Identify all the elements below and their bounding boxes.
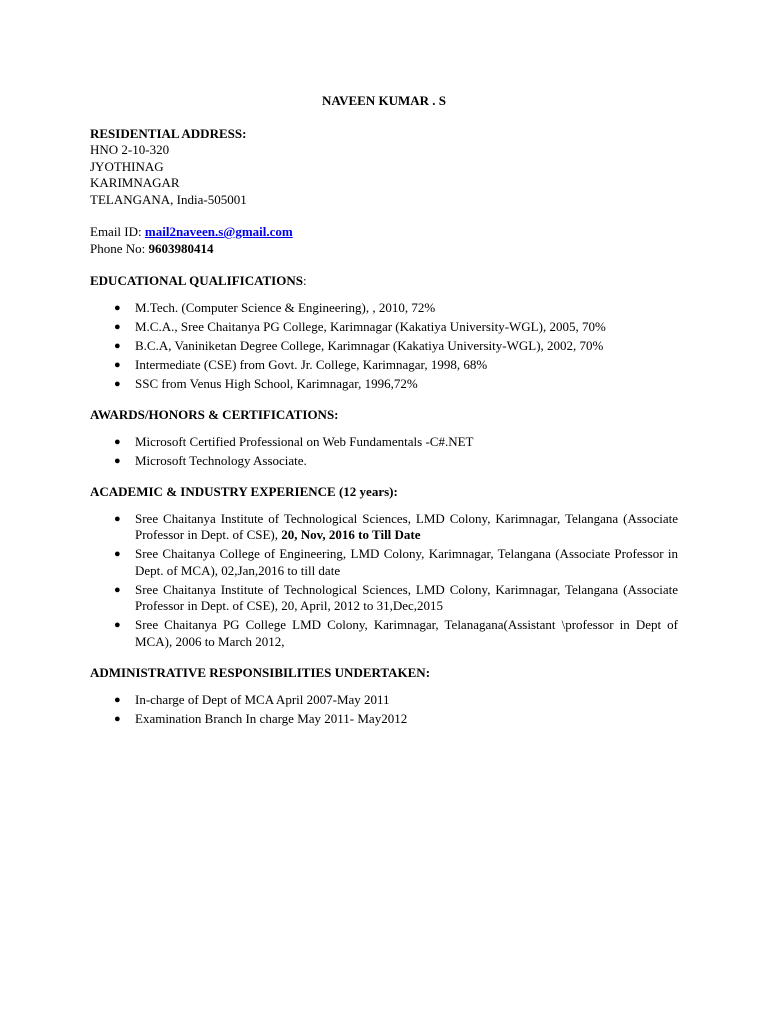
list-item: ● Sree Chaitanya Institute of Technological Sciences, LMD Colony, Karimnagar, Telangana (Associate Professor in Dept. of CSE), 20, Nov, 2016 to Till Date <box>114 510 678 542</box>
email-label: Email ID: <box>90 224 145 239</box>
bullet-icon: ● <box>114 377 121 390</box>
awards-heading: AWARDS/HONORS & CERTIFICATIONS: <box>90 407 339 422</box>
list-item: ● SSC from Venus High School, Karimnagar, 1996,72% <box>114 375 418 391</box>
address-line: JYOTHINAG <box>90 158 164 174</box>
list-item: ● Sree Chaitanya College of Engineering, LMD Colony, Karimnagar, Telangana (Associate Professor in Dept. of MCA), 02,Jan,2016 to till date <box>114 546 678 578</box>
bullet-icon: ● <box>114 301 121 314</box>
list-item: ● M.C.A., Sree Chaitanya PG College, Karimnagar (Kakatiya University-WGL), 2005, 70% <box>114 318 606 334</box>
bullet-icon: ● <box>114 712 121 725</box>
list-item: ● M.Tech. (Computer Science & Engineering), , 2010, 72% <box>114 299 436 315</box>
address-line: TELANGANA, India-505001 <box>90 191 247 207</box>
email-link[interactable]: mail2naveen.s@gmail.com <box>144 224 293 239</box>
bullet-icon: ● <box>114 358 121 371</box>
bullet-icon: ● <box>114 512 121 525</box>
list-item: ● Sree Chaitanya PG College LMD Colony, Karimnagar, Telanagana(Assistant \professor in Dept of MCA), 2006 to March 2012, <box>114 617 678 649</box>
list-item: ● Examination Branch In charge May 2011- May2012 <box>114 710 408 726</box>
address-line: KARIMNAGAR <box>90 175 180 190</box>
list-item: ● Sree Chaitanya Institute of Technological Sciences, LMD Colony, Karimnagar, Telangana (Associate Professor in Dept. of CSE), 20, April, 2012 to 31,Dec,2015 <box>114 581 678 613</box>
bullet-icon: ● <box>114 320 121 333</box>
candidate-name: NAVEEN KUMAR . S <box>322 93 446 108</box>
bullet-icon: ● <box>114 454 121 467</box>
phone-row <box>90 241 678 258</box>
education-list <box>90 300 678 393</box>
bullet-icon: ● <box>114 583 121 596</box>
list-item: ● Microsoft Certified Professional on Web Fundamentals -C#.NET <box>114 433 474 449</box>
bullet-icon: ● <box>114 548 121 560</box>
bullet-icon: ● <box>114 693 121 706</box>
education-heading: EDUCATIONAL QUALIFICATIONS: <box>90 273 307 288</box>
admin-heading: ADMINISTRATIVE RESPONSIBILITIES UNDERTAKEN: <box>90 665 431 680</box>
bullet-icon: ● <box>114 619 121 631</box>
awards-list <box>90 434 678 470</box>
address-line: HNO 2-10-320 <box>90 142 170 157</box>
resume-content <box>90 93 678 742</box>
bullet-icon: ● <box>114 339 121 352</box>
list-item: ● B.C.A, Vaniniketan Degree College, Karimnagar (Kakatiya University-WGL), 2002, 70% <box>114 337 604 353</box>
experience-list <box>90 511 678 651</box>
email-row <box>90 224 678 241</box>
phone-label: Phone No: <box>90 240 149 256</box>
bullet-icon: ● <box>114 435 121 448</box>
phone-number: 9603980414 <box>148 240 214 256</box>
address-heading: RESIDENTIAL ADDRESS: <box>90 125 247 141</box>
list-item: ● In-charge of Dept of MCA April 2007-May 2011 <box>114 691 390 707</box>
list-item: ● Intermediate (CSE) from Govt. Jr. College, Karimnagar, 1998, 68% <box>114 356 488 372</box>
admin-list <box>90 692 678 728</box>
experience-heading: ACADEMIC & INDUSTRY EXPERIENCE (12 years): <box>90 484 398 499</box>
list-item: ● Microsoft Technology Associate. <box>114 452 307 468</box>
